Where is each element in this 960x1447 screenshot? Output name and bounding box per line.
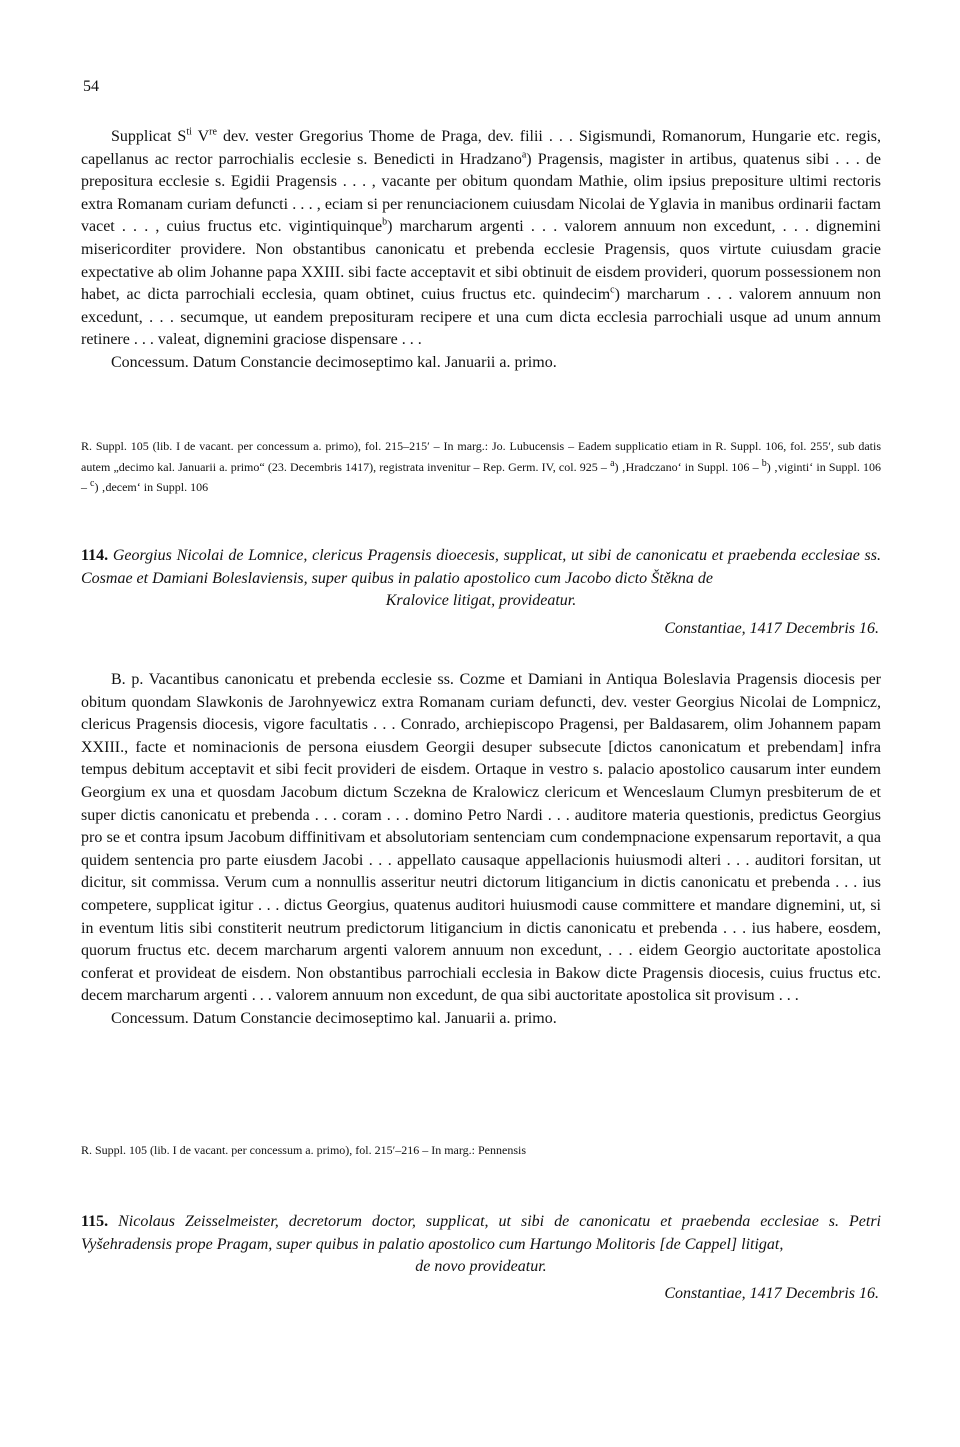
entry-114-concessum: Concessum. Datum Constancie decimoseptimo kal. Januarii a. primo. [111,1009,557,1027]
page-number: 54 [83,78,99,95]
entry-number: 115. [81,1213,109,1230]
entry-114-note: R. Suppl. 105 (lib. I de vacant. per concessum a. primo), fol. 215′–216 – In marg.: Pennensis [81,1143,526,1157]
entry-113-concessum: Concessum. Datum Constancie decimoseptimo kal. Januarii a. primo. [111,353,557,371]
entry-113-body [81,126,881,375]
entry-114-text: B. p. Vacantibus canonicatu et prebenda ecclesie ss. Cozme et Damiani in Antiqua Boleslavia Pragensis diocesis per obitum quondam Slawkonis de Jarohnyewicz extra Romanam curiam defuncti, dev. vester Georgius Nicolai de Lompnicz, clericus Pragensis diocesis, vigore facultatis . . . Conrado, archiepiscopo Pragensi, per Baldasarem, olim Johannem papam XXIII., facte et nominacionis de persona eiusdem Georgii desuper subsecute [dictos canonicatum et prebendam] infra tempus debitum acceptavit et sibi fecit provideri de eisdem. Ortaque in vestro s. palacio apostolico causarum inter eundem Georgium ex una et quosdam Jacobum dictum Sczekna de Kralowicz clericum et Wenceslaum Clumyn presbiterum de et super dictis canonicatu et prebenda . . . coram . . . domino Petro Nardi . . . auditore materia questionis, predictus Georgius pro se et contra ipsum Jacobum diffinitivam et absolutoriam sentenciam cum condempnacione expensarum reportavit, a qua quidem sentencia pro parte eiusdem Jacobi . . . appellato causaque appellacionis huiusmodi alteri . . . auditori forsitan, ut dicitur, sit commissa. Verum cum a nonnullis asseritur neutri dictorum litigancium in dictis canonicatu et prebenda . . . ius competere, supplicat igitur . . . dictus Georgius, quatenus auditori huiusmodi cause committere et mandare dignemini, ut, si in eventum litis sibi constiterit neutrum predictorum litigancium in dictis canonicatu et prebenda . . . ius habere, eosdem, quorum fructus etc. decem marcharum argenti valorem annuum non excedunt, . . . eidem Georgio auctoritate apostolica conferat et provideat de eisdem. Non obstantibus parrochiali ecclesia in Bakow dicte Pragensis diocesis, cuius fructus etc. decem marcharum argenti . . . valorem annuum non excedunt, de qua sibi auctoritate apostolica sit provisum . . . [81,671,881,1005]
entry-115-dateline: Constantiae, 1417 Decembris 16. [664,1285,879,1302]
entry-number: 114. [81,547,109,564]
entry-113-text: Supplicat $S^{ti}$ Vre dev. vester Gregorius Thome de Praga, dev. filii . . . Sigismundi, Romanorum, Hungarie etc. regis, capellanus ac rector parrochialis ecclesie s. Benedicti in Hradzano$^a$) Pragensis, magister in artibus, quatenus sibi . . . de prepositura ecclesie s. Egidii Pragensis . . . , vacante per obitum quondam Mathie, olim ipsius prepositure ultimi rectoris extra Romanam curiam defuncti . . . , eciam si per renunciacionem cuiusdam Nicolai de Yglavia in manibus ordinarii factam vacet . . . , cuius fructus etc. vigintiquinque$^b$) marcharum argenti . . . valorem annuum non excedunt, . . . dignemini misericorditer providere. Non obstantibus canonicatu et prebenda ecclesie Pragensis, quos virtute cuiusdam gracie expectative ab olim Johanne papa XXIII. sibi facte acceptavit et sibi obtinuit de eisdem provideri, quorum possessionem non habet, ac dicta parrochiali ecclesia, quam obtinet, cuius fructus etc. quindecim$^c$) marcharum . . . valorem annuum non excedunt, . . . secumque, ut eandem preposituram recipere et una cum dicta ecclesia parrochiali usque ad unum annum retinere . . . valeat, dignemini graciose dispensare . . . [81,126,882,349]
entry-115-heading: 115. Nicolaus Zeisselmeister, decretorum doctor, supplicat, ut sibi de canonicatu et praebenda ecclesiae s. Petri Vyšehradensis prope Pragam, super quibus in palatio apostolico cum Hartungo Molitoris [de Cappel] litigat, de novo provideatur. [81,1213,882,1276]
entry-114-heading: 114. Georgius Nicolai de Lomnice, clericus Pragensis dioecesis, supplicat, ut sibi de canonicatu et praebenda ecclesiae ss. Cosmae et Damiani Boleslaviensis, super quibus in palatio apostolico cum Jacobo dicto Štěkna de Kralovice litigat, provideatur. [81,547,882,610]
entry-114-dateline: Constantiae, 1417 Decembris 16. [664,620,879,637]
entry-113-note: R. Suppl. 105 (lib. I de vacant. per concessum a. primo), fol. 215–215′ – In marg.: Jo. Lubucensis – Eadem supplicatio etiam in R. Suppl. 106, fol. 255′, sub datis autem „decimo kal. Januarii a. primo“ (23. Decembris 1417), registrata invenitur – Rep. Germ. IV, col. 925 – $^a$) ‚Hradczano‘ in Suppl. 106 – $^b$) ‚viginti‘ in Suppl. 106 – $^c$) ‚decem‘ in Suppl. 106 [81,439,882,494]
entry-114-body [81,669,881,1031]
